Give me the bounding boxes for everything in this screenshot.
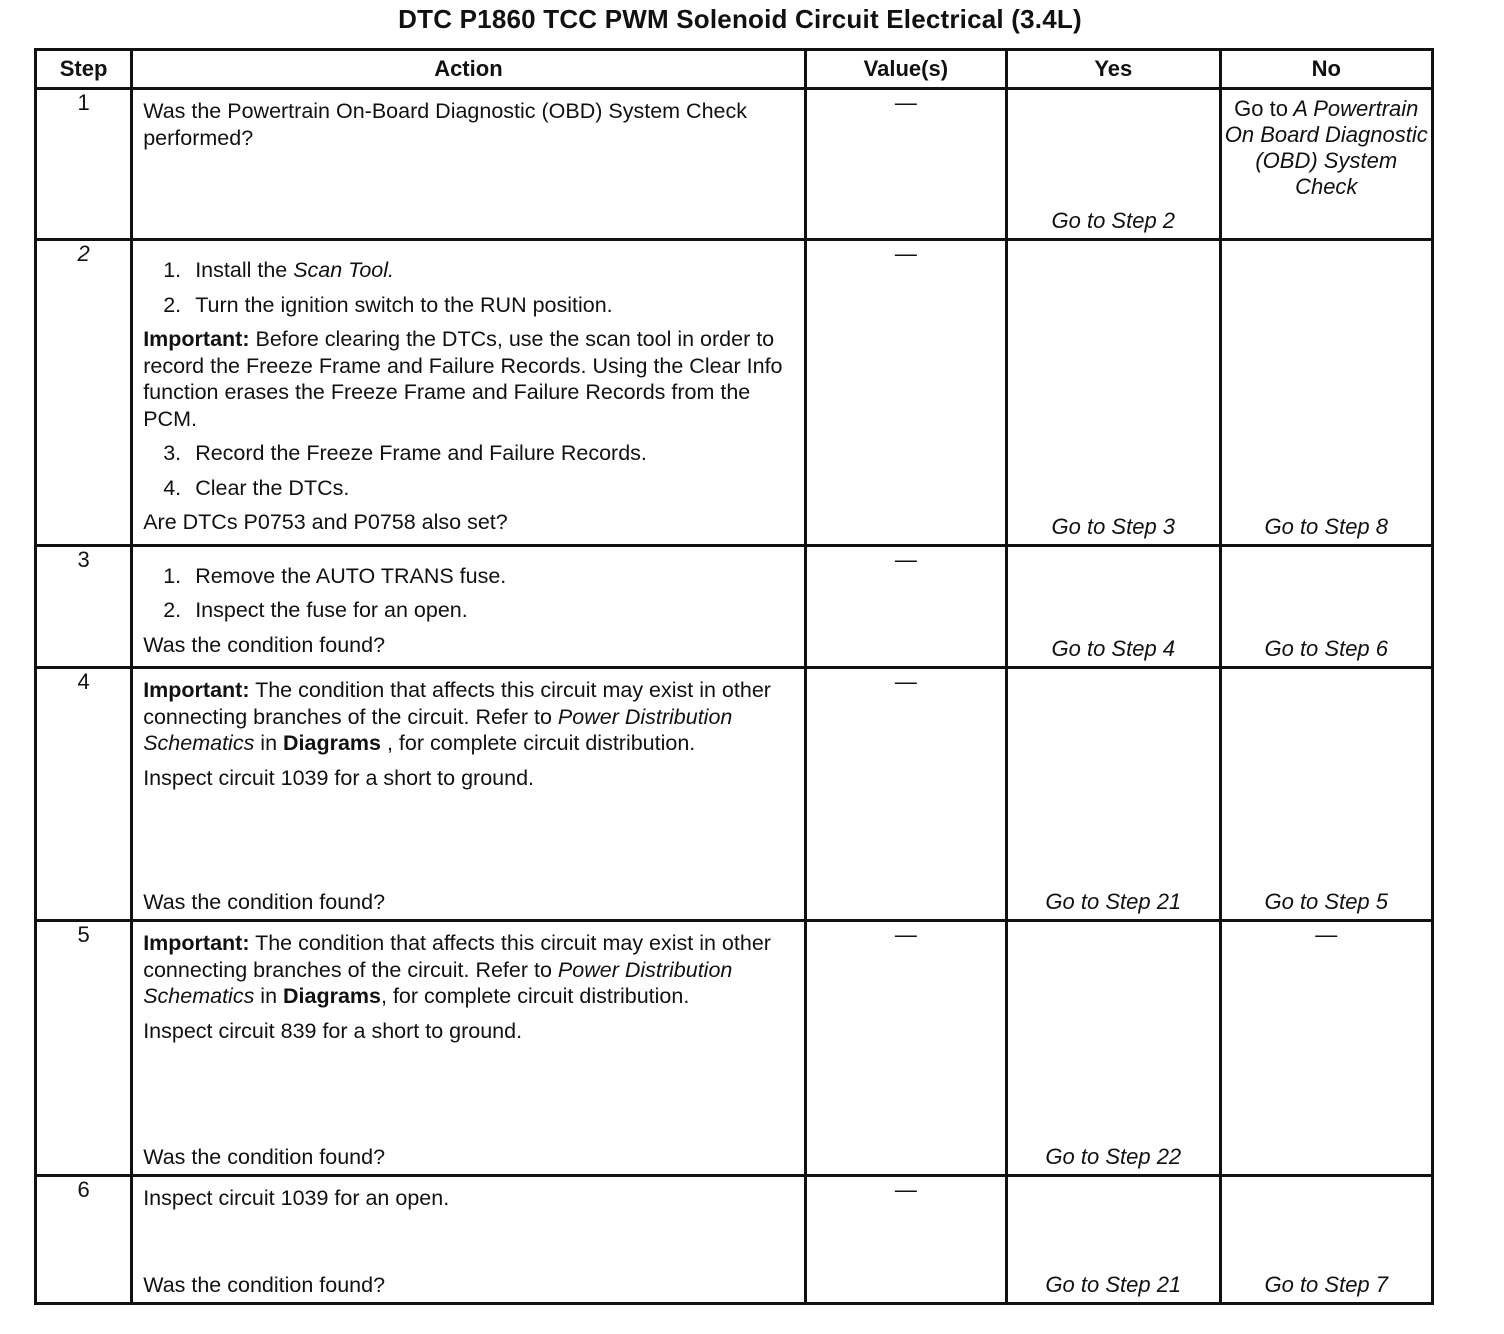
value-cell: — [805,921,1006,1176]
value-cell: — [805,89,1006,240]
no-goto-link[interactable]: Go to Step 6 [1264,636,1389,661]
table-row-step-6 [36,1176,1433,1304]
list-item: 1. Remove the AUTO TRANS fuse. [163,563,507,588]
table-row-step-5 [36,921,1433,1176]
list-item: 1. Install the Scan Tool. [163,258,395,282]
action-question: Was the condition found? [143,1272,386,1297]
inspect-instruction: Inspect circuit 1039 for a short to ground. [143,765,535,790]
yes-goto-link[interactable]: Go to Step 22 [1045,1144,1182,1169]
action-cell [132,921,805,1176]
yes-cell [1007,1176,1220,1304]
diagnostic-table [34,48,1434,1305]
inspect-instruction: Inspect circuit 1039 for an open. [143,1186,450,1210]
no-cell [1220,545,1432,668]
page-title: DTC P1860 TCC PWM Solenoid Circuit Electrical (3.4L) [398,4,1082,34]
action-question: Was the condition found? [143,889,386,914]
header-yes: Yes [1007,50,1220,89]
action-cell [132,89,805,240]
action-question: Are DTCs P0753 and P0758 also set? [143,510,508,534]
no-cell [1220,240,1432,546]
step-number: 6 [36,1176,132,1304]
table-row-step-2 [36,240,1433,546]
no-cell [1220,89,1432,240]
action-question: Was the condition found? [143,1144,386,1169]
no-goto-link[interactable]: Go to Step 7 [1264,1272,1389,1297]
yes-goto-link[interactable]: Go to Step 4 [1051,636,1176,661]
header-values: Value(s) [805,50,1006,89]
step-number: 4 [36,668,132,921]
yes-cell [1007,921,1220,1176]
action-cell [132,545,805,668]
inspect-instruction: Inspect circuit 839 for a short to ground. [143,1018,523,1043]
value-cell: — [805,240,1006,546]
yes-goto-link[interactable]: Go to Step 21 [1045,889,1182,914]
value-cell: — [805,668,1006,921]
yes-goto-link[interactable]: Go to Step 2 [1051,208,1176,233]
no-goto-link[interactable] [1222,90,1431,200]
no-goto-link[interactable]: Go to Step 8 [1264,513,1389,539]
yes-goto-link[interactable]: Go to Step 21 [1045,1272,1182,1297]
important-note: Important: The condition that affects this circuit may exist in other connecting branches of the circuit. Refer to Power Distribution Schematics in Diagrams, for complete circuit distribution. [143,931,771,1008]
table-row-step-4 [36,668,1433,921]
list-item: 2. Turn the ignition switch to the RUN position. [163,292,613,317]
list-item: 2. Inspect the fuse for an open. [163,598,468,622]
header-row [36,50,1433,89]
yes-cell [1007,240,1220,546]
header-step: Step [36,50,132,89]
list-item: 3. Record the Freeze Frame and Failure Records. [163,441,647,465]
header-no: No [1220,50,1432,89]
header-action: Action [132,50,805,89]
yes-cell [1007,545,1220,668]
table-row-step-1 [36,89,1433,240]
action-text: Was the Powertrain On-Board Diagnostic (OBD) System Check performed? [143,99,747,150]
no-goto-link[interactable]: Go to Step 5 [1264,889,1389,914]
value-cell: — [805,545,1006,668]
table-row-step-3 [36,545,1433,668]
value-cell: — [805,1176,1006,1304]
action-cell [132,240,805,546]
yes-cell [1007,668,1220,921]
no-cell [1220,668,1432,921]
step-number: 5 [36,921,132,1176]
no-cell [1220,1176,1432,1304]
no-goto-target: A Powertrain On Board Diagnostic (OBD) System Check [1224,96,1428,199]
no-cell: — [1220,921,1432,1176]
list-item: 4. Clear the DTCs. [163,475,350,500]
no-goto-prefix: Go to [1234,96,1288,121]
yes-goto-link[interactable]: Go to Step 3 [1051,513,1176,539]
step-number: 2 [36,240,132,546]
step-number: 3 [36,545,132,668]
important-note: Important: The condition that affects this circuit may exist in other connecting branches of the circuit. Refer to Power Distribution Schematics in Diagrams , for complete circuit distribution. [143,678,771,755]
important-note: Important: Before clearing the DTCs, use the scan tool in order to record the Freeze Frame and Failure Records. Using the Clear Info function erases the Freeze Frame and Failure Records from the PCM. [143,327,783,431]
action-question: Was the condition found? [143,632,386,657]
yes-cell [1007,89,1220,240]
action-cell [132,668,805,921]
step-number: 1 [36,89,132,240]
action-cell [132,1176,805,1304]
